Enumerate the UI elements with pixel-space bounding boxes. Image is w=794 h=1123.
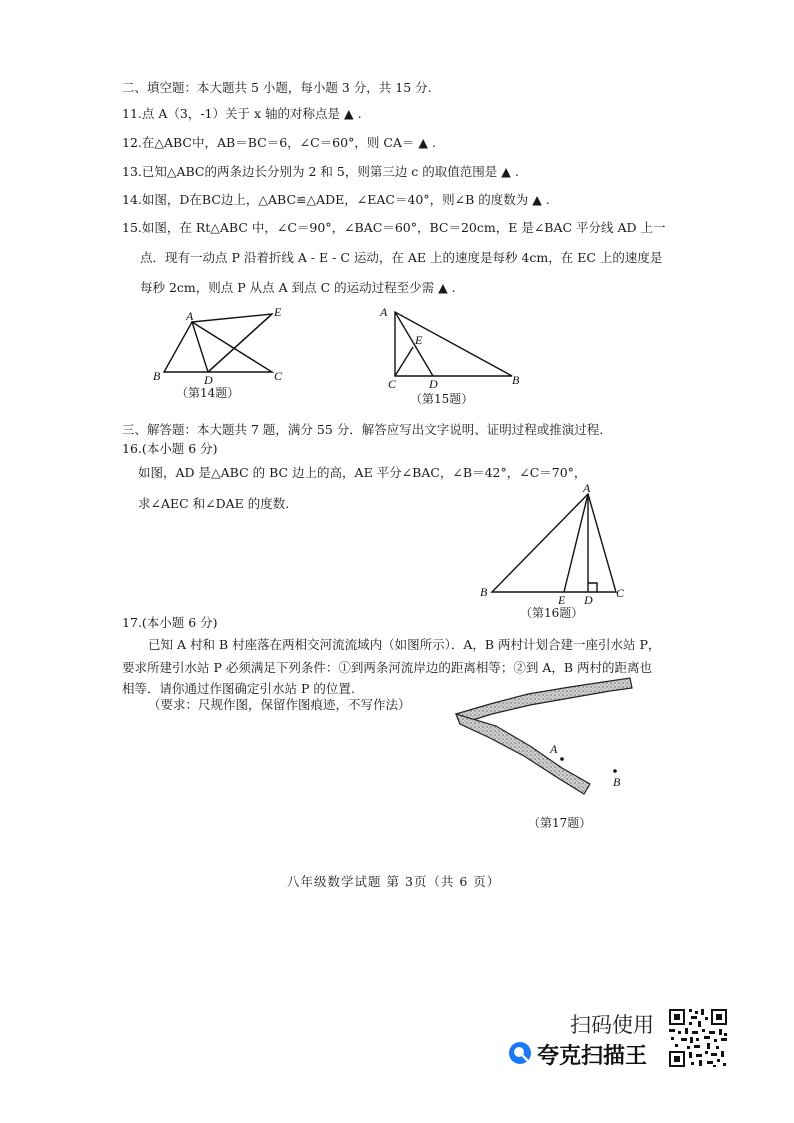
qr-code-icon: [667, 1007, 729, 1069]
fig16-label-d: D: [584, 593, 593, 607]
question-15-line1: 15.如图，在 Rt△ABC 中，∠C＝90°，∠BAC＝60°，BC＝20cm，E 是∠BAC 平分线 AD 上一: [122, 220, 666, 235]
triangle-ade: [192, 314, 272, 372]
figure-16-caption: （第16题）: [520, 606, 584, 620]
fig14-label-e: E: [274, 305, 282, 319]
figure-15-diagram: [378, 302, 528, 390]
question-16-header: 16.(本小题 6 分): [122, 441, 218, 456]
village-a-point: [560, 757, 564, 761]
question-15-line3: 每秒 2cm，则点 P 从点 A 到点 C 的运动过程至少需 ▲ .: [140, 280, 456, 295]
figure-14-caption: （第14题）: [176, 386, 240, 400]
fig15-label-d: D: [429, 377, 438, 391]
question-14: 14.如图，D在BC边上，△ABC≌△ADE，∠EAC＝40°，则∠B 的度数为 ▲ .: [122, 192, 550, 207]
right-angle-mark: [588, 583, 597, 592]
question-17-line1: 已知 A 村和 B 村座落在两相交河流流域内（如图所示）．A，B 两村计划合建一座引水站 P，: [148, 637, 661, 652]
figure-15-caption: （第15题）: [410, 392, 474, 406]
figure-14-diagram: [150, 304, 300, 387]
page-footer: 八年级数学试题 第 3页（共 6 页）: [287, 874, 501, 889]
fig16-label-b: B: [480, 585, 488, 599]
question-12: 12.在△ABC中，AB＝BC＝6，∠C＝60°，则 CA＝ ▲ .: [122, 135, 436, 150]
fig15-label-b: B: [512, 373, 520, 387]
question-17-line3: 相等．请你通过作图确定引水站 P 的位置.: [122, 681, 355, 696]
figure-17-diagram: [450, 674, 640, 814]
question-17-header: 17.(本小题 6 分): [122, 615, 218, 630]
figure-16-diagram: [470, 478, 640, 607]
section2-title: 二、填空题：本大题共 5 小题，每小题 3 分，共 15 分.: [122, 80, 432, 95]
figure-17-caption: （第17题）: [528, 816, 592, 830]
question-16-line1: 如图，AD 是△ABC 的 BC 边上的高，AE 平分∠BAC，∠B＝42°，∠C＝70°，: [138, 465, 587, 480]
fig14-label-c: C: [274, 369, 283, 383]
village-b-point: [613, 769, 617, 773]
fig15-label-e: E: [415, 333, 423, 347]
question-17-line2: 要求所建引水站 P 必须满足下列条件：①到两条河流岸边的距离相等；②到 A，B 两村的距离也: [122, 660, 653, 675]
fig14-label-b: B: [153, 369, 161, 383]
fig14-label-d: D: [204, 373, 213, 387]
fig15-label-a: A: [380, 305, 388, 319]
fig16-label-e: E: [558, 593, 566, 607]
triangle-abc: [492, 494, 616, 592]
fig17-label-b: B: [613, 775, 621, 789]
fig16-label-a: A: [583, 481, 591, 495]
bisector-ae: [564, 494, 588, 592]
triangle-abc-right: [395, 312, 512, 376]
fig17-label-a: A: [550, 742, 558, 756]
fig15-label-c: C: [388, 377, 397, 391]
question-16-line2: 求∠AEC 和∠DAE 的度数.: [138, 496, 290, 511]
question-15-line2: 点．现有一动点 P 沿着折线 A - E - C 运动，在 AE 上的速度是每秒 4cm，在 EC 上的速度是: [140, 250, 663, 265]
fig16-label-c: C: [616, 586, 625, 600]
section3-title: 三、解答题：本大题共 7 题，满分 55 分．解答应写出文字说明、证明过程或推演过程.: [122, 422, 604, 437]
quark-logo-icon: [508, 1041, 532, 1065]
fig14-label-a: A: [186, 309, 194, 323]
river-lower: [456, 714, 590, 794]
river-upper: [456, 678, 632, 724]
question-17-requirement: （要求：尺规作图，保留作图痕迹，不写作法）: [148, 697, 411, 712]
app-name: 夸克扫描王: [537, 1044, 648, 1069]
question-11: 11.点 A（3，-1）关于 x 轴的对称点是 ▲ .: [122, 106, 362, 121]
question-13: 13.已知△ABC的两条边长分别为 2 和 5，则第三边 c 的取值范围是 ▲ .: [122, 164, 519, 179]
scan-to-use-text: 扫码使用: [570, 1013, 654, 1037]
